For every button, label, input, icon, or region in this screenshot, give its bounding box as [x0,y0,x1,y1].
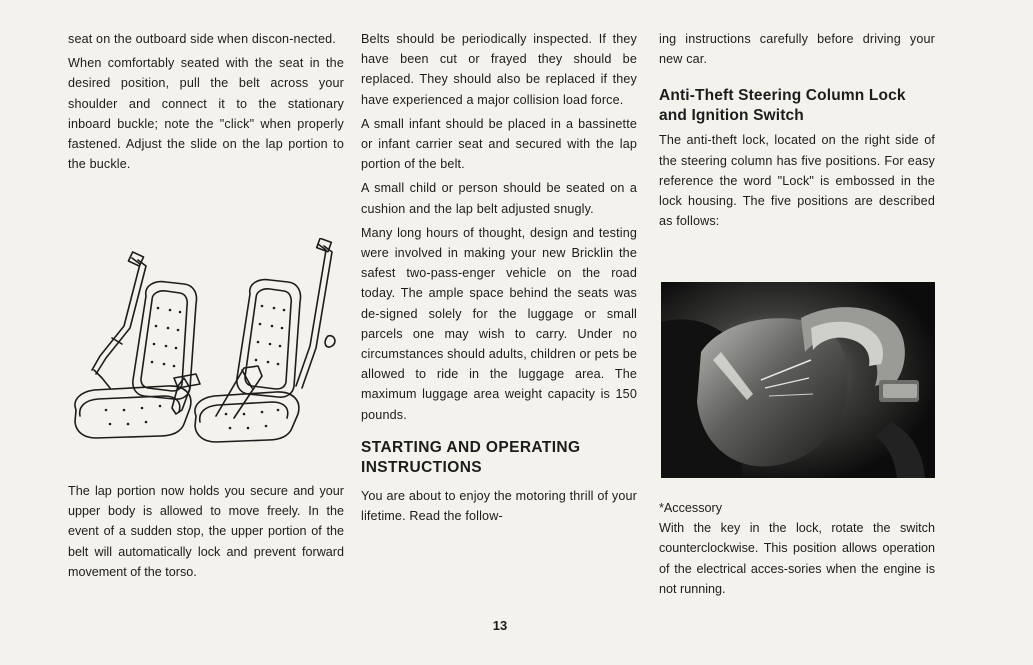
seat-belt-illustration [66,238,346,466]
section-heading-starting: STARTING AND OPERATING INSTRUCTIONS [361,438,581,476]
ignition-lock-photo [661,282,935,478]
text-column-3-lower [659,498,935,599]
paragraph-lap-portion: The lap portion now holds you secure and your upper body is allowed to move freely. In the event of a sudden stop, the upper portion of the belt will automatically lock and prevent forward movement of the torso. [68,484,344,579]
text-column-1-lower [68,481,344,582]
paragraph-accessory-position: With the key in the lock, rotate the switch counterclockwise. This position allows operation of the electrical acces-sories when the engine is not running. [659,521,935,596]
paragraph-small-child: A small child or person should be seated on a cushion and the lap belt adjusted snugly. [361,181,637,216]
paragraph-bricklin-design: Many long hours of thought, design and testing were involved in making your new Bricklin the safest two-pass-enger vehicle on the road today. The ample space behind the seats was de-signed solely for the luggage or small parcels one may wish to carry. Under no circumstances should adults, children or pets be allowed to ride in the luggage area. The maximum luggage area weight capacity is 150 pounds. [361,225,638,422]
text-column-1 [68,29,344,174]
text-column-2 [361,29,637,526]
section-heading-anti-theft: Anti-Theft Steering Column Lock and Ignition Switch [659,87,906,125]
page-number: 13 [492,618,508,633]
caption-accessory: *Accessory [659,501,722,515]
paragraph-anti-theft-lock: The anti-theft lock, located on the right side of the steering column has five positions. For easy reference the word "Lock" is embossed in the lock housing. The five positions are described as follows: [659,133,935,229]
paragraph-infant: A small infant should be placed in a bassinette or infant carrier seat and secured with the lap portion of the belt. [361,116,637,172]
paragraph-continued-instructions: ing instructions carefully before driving your new car. [659,32,935,67]
paragraph-belt-inspection: Belts should be periodically inspected. If they have been cut or frayed they should be replaced. They should also be replaced if they have experienced a major collision load force. [361,32,637,107]
paragraph-seated-instructions: When comfortably seated with the seat in the desired position, pull the belt across your shoulder and connect it to the stationary inboard buckle; note the "click" when properly fastened. Adjust the slide on the lap portion to the buckle. [68,56,344,172]
paragraph-seat-outboard: seat on the outboard side when discon-nected. [68,32,336,46]
paragraph-motoring-thrill: You are about to enjoy the motoring thrill of your lifetime. Read the follow- [361,488,637,524]
text-column-3 [659,29,935,231]
